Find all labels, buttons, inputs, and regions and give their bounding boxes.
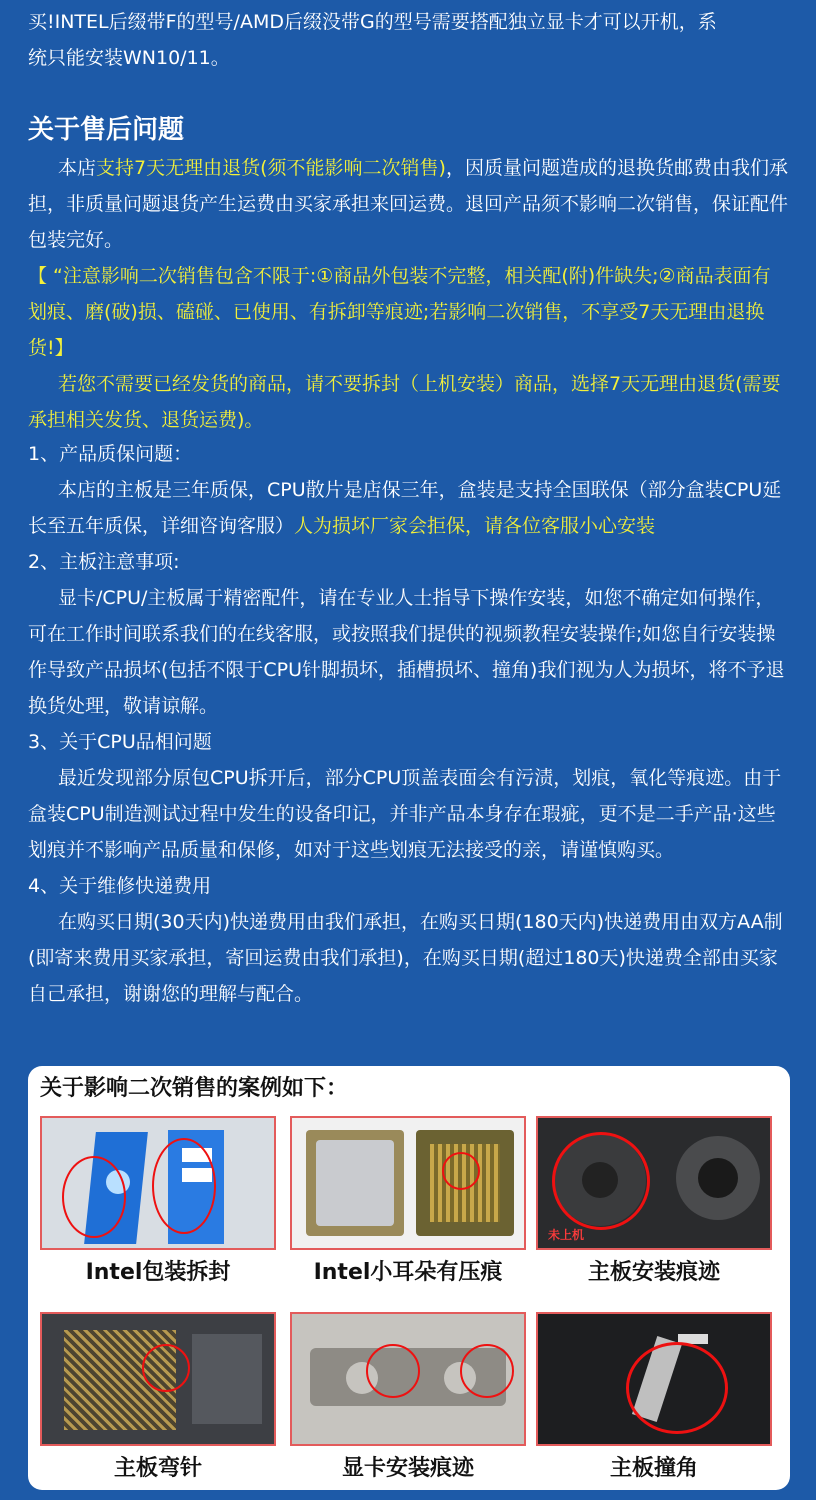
case-caption: 显卡安装痕迹 [341,1456,474,1481]
item-1-highlight: 人为损坏厂家会拒保，请各位客服小心安装 [294,515,656,537]
damage-mark [152,1138,216,1234]
photo-board-socket [536,1116,772,1250]
photo-gpu-bracket [290,1312,526,1446]
photo-board-pins [40,1312,276,1446]
damage-mark [552,1132,650,1230]
case-caption: 主板弯针 [113,1456,202,1481]
photo-intel-box [40,1116,276,1250]
damage-mark [142,1344,190,1392]
damage-mark [62,1156,126,1238]
item-2-heading: 2、主板注意事项: [28,551,180,573]
damage-mark [366,1344,420,1398]
intro-line-2: 统只能安装WN10/11。 [28,47,230,69]
item-2-body: 显卡/CPU/主板属于精密配件，请在专业人士指导下操作安装，如您不确定如何操作，可在工作时间联系我们的在线客服，或按照我们提供的视频教程安装操作;如您自行安装操作导致产品损坏(包括不限于CPU针脚损坏，插槽损坏、撞角)我们视为人为损坏，将不予退换货处理，敬请谅解。 [28,587,785,717]
photo-board-corner [536,1312,772,1446]
notice2-paragraph [28,366,788,438]
policy-items [28,436,788,1012]
case-board-bent-pin [40,1312,276,1484]
damage-mark [460,1344,514,1398]
photo-cpu [290,1116,526,1250]
notice-text: 【 “注意影响二次销售包含不限于:①商品外包装不完整，相关配(附)件缺失;②商品表面有划痕、磨(破)损、磕碰、已使用、有拆卸等痕迹;若影响二次销售，不享受7天无理由退换货!】 [28,265,771,359]
item-1-body [28,472,788,544]
case-caption: Intel包装拆封 [85,1260,231,1285]
case-gpu-install-trace [290,1312,526,1484]
p1-highlight: 支持7天无理由退货(须不能影响二次销售) [96,157,446,179]
photo-label: 未上机 [548,1228,585,1242]
item-4-heading: 4、关于维修快递费用 [28,875,212,897]
item-3-heading: 3、关于CPU品相问题 [28,731,212,753]
item-1-heading: 1、产品质保问题： [28,443,193,465]
cases-panel [28,1066,790,1490]
p1-pre: 本店 [58,157,97,179]
aftersale-paragraph [28,150,788,258]
notice-paragraph [28,258,788,366]
case-intel-ear-dent [290,1116,526,1288]
intro-text [28,4,717,76]
case-board-install-trace [536,1116,772,1288]
case-intel-box-opened [40,1116,276,1288]
cases-title: 关于影响二次销售的案例如下： [40,1076,349,1101]
case-caption: 主板安装痕迹 [587,1260,720,1285]
item-4-body: 在购买日期(30天内)快递费用由我们承担，在购买日期(180天内)快递费用由双方AA制(即寄来费用买家承担，寄回运费由我们承担)，在购买日期(超过180天)快递费全部由买家自己承担，谢谢您的理解与配合。 [28,911,783,1005]
damage-mark [626,1342,728,1434]
item-3-body: 最近发现部分原包CPU拆开后，部分CPU顶盖表面会有污渍，划痕，氧化等痕迹。由于盒装CPU制造测试过程中发生的设备印记，并非产品本身存在瑕疵，更不是二手产品·这些划痕并不影响产品质量和保修，如对于这些划痕无法接受的亲，请谨慎购买。 [28,767,782,861]
case-caption: 主板撞角 [609,1456,698,1481]
case-board-corner-hit [536,1312,772,1484]
intro-line-1: 买!INTEL后缀带F的型号/AMD后缀没带G的型号需要搭配独立显卡才可以开机，系 [28,11,717,33]
notice2-text: 若您不需要已经发货的商品，请不要拆封（上机安装）商品，选择7天无理由退货(需要承担相关发货、退货运费)。 [28,373,781,431]
aftersale-title: 关于售后问题 [28,115,185,145]
item-1-body-text: 本店的主板是三年质保，CPU散片是店保三年，盒装是支持全国联保（部分盒装CPU延长至五年质保，详细咨询客服） [28,479,782,537]
damage-mark [442,1152,480,1190]
case-caption: Intel小耳朵有压痕 [313,1260,503,1285]
p1-post: ，因质量问题造成的退换货邮费由我们承担，非质量问题退货产生运费由买家承担来回运费。退回产品须不影响二次销售，保证配件包装完好。 [28,157,789,251]
